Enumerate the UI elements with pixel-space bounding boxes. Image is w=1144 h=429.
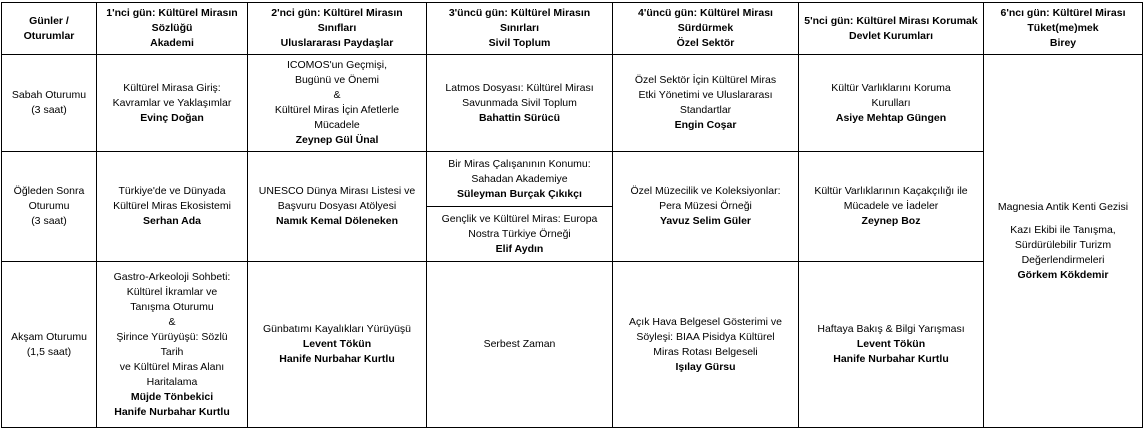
schedule-table	[1, 2, 1143, 428]
morning-day-2-cell: ICOMOS'un Geçmişi, Bugünü ve Önemi & Kültürel Miras İçin Afetlerle Mücadele Zeynep Gül Ünal	[248, 55, 427, 152]
day-2-header: 2'nci gün: Kültürel Mirasın Sınıfları Uluslararası Paydaşlar	[248, 3, 427, 55]
evening-day-4-cell: Açık Hava Belgesel Gösterimi ve Söyleşi: BIAA Pisidya Kültürel Miras Rotası Belgeseli Işılay Gürsu	[613, 262, 799, 428]
speaker-name: Engin Coşar	[674, 119, 737, 131]
speaker-name: Bahattin Sürücü	[478, 111, 561, 124]
afternoon-session-label: Öğleden Sonra Oturumu (3 saat)	[2, 152, 97, 262]
morning-day-1-cell: Kültürel Mirasa Giriş: Kavramlar ve Yaklaşımlar Evinç Doğan	[97, 55, 248, 152]
afternoon-day-5-cell: Kültür Varlıklarının Kaçakçılığı ile Mücadele ve İadeler Zeynep Boz	[799, 152, 984, 262]
day-3-header: 3'üncü gün: Kültürel Mirasın Sınırları Sivil Toplum	[427, 3, 613, 55]
day-4-header: 4'üncü gün: Kültürel Mirası Sürdürmek Özel Sektör	[613, 3, 799, 55]
corner-header: Günler / Oturumlar	[2, 3, 97, 55]
evening-day-2-cell: Günbatımı Kayalıkları Yürüyüşü Levent Tökün Hanife Nurbahar Kurtlu	[248, 262, 427, 428]
afternoon-day-4-cell: Özel Müzecilik ve Koleksiyonlar: Pera Müzesi Örneği Yavuz Selim Güler	[613, 152, 799, 262]
afternoon-day-3b-cell: Gençlik ve Kültürel Miras: Europa Nostra Türkiye Örneği Elif Aydın	[427, 207, 613, 262]
day-6-cell: Magnesia Antik Kenti Gezisi Kazı Ekibi ile Tanışma, Sürdürülebilir Turizm Değerlendirmeleri Görkem Kökdemir	[984, 55, 1143, 428]
morning-row	[2, 55, 1143, 152]
afternoon-day-2-cell: UNESCO Dünya Mirası Listesi ve Başvuru Dosyası Atölyesi Namık Kemal Döleneken	[248, 152, 427, 262]
speaker-name: Serhan Ada	[143, 215, 201, 227]
speaker-name: Hanife Nurbahar Kurtlu	[833, 353, 949, 365]
speaker-name: Görkem Kökdemir	[1017, 268, 1109, 281]
day-5-header: 5'nci gün: Kültürel Mirası Korumak Devlet Kurumları	[799, 3, 984, 55]
evening-row	[2, 262, 1143, 428]
afternoon-row	[2, 152, 1143, 207]
speaker-name: Levent Tökün	[856, 338, 926, 350]
evening-day-5-cell: Haftaya Bakış & Bilgi Yarışması Levent Tökün Hanife Nurbahar Kurtlu	[799, 262, 984, 428]
speaker-name: Elif Aydın	[495, 242, 544, 255]
speaker-name: Evinç Doğan	[140, 111, 204, 124]
morning-day-5-cell: Kültür Varlıklarını Koruma Kurulları Asiye Mehtap Güngen	[799, 55, 984, 152]
speaker-name: Hanife Nurbahar Kurtlu	[114, 405, 230, 418]
morning-day-4-cell: Özel Sektör İçin Kültürel Miras Etki Yönetimi ve Uluslararası Standartlar Engin Coşar	[613, 55, 799, 152]
evening-day-1-cell: Gastro-Arkeoloji Sohbeti: Kültürel İkramlar ve Tanışma Oturumu & Şirince Yürüyüşü: Sözlü Tarih ve Kültürel Miras Alanı Haritalama Müjde Tönbekici Hanife Nurbahar Kurtlu	[97, 262, 248, 428]
speaker-name: Zeynep Gül Ünal	[295, 134, 379, 146]
speaker-name: Zeynep Boz	[861, 215, 921, 227]
afternoon-day-3a-cell: Bir Miras Çalışanının Konumu: Sahadan Akademiye Süleyman Burçak Çıkıkçı	[427, 152, 613, 207]
afternoon-day-1-cell: Türkiye'de ve Dünyada Kültürel Miras Ekosistemi Serhan Ada	[97, 152, 248, 262]
day-6-header: 6'ncı gün: Kültürel Mirası Tüket(me)mek Birey	[984, 3, 1143, 55]
speaker-name: Işılay Gürsu	[675, 360, 736, 373]
speaker-name: Namık Kemal Döleneken	[276, 215, 398, 227]
morning-session-label: Sabah Oturumu (3 saat)	[2, 55, 97, 152]
speaker-name: Müjde Tönbekici	[130, 390, 214, 403]
speaker-name: Hanife Nurbahar Kurtlu	[279, 353, 395, 365]
evening-day-3-cell: Serbest Zaman	[427, 262, 613, 428]
speaker-name: Süleyman Burçak Çıkıkçı	[457, 187, 582, 200]
speaker-name: Asiye Mehtap Güngen	[835, 111, 947, 124]
day-6-title: Magnesia Antik Kenti Gezisi	[997, 200, 1129, 213]
header-row	[2, 3, 1143, 55]
speaker-name: Yavuz Selim Güler	[659, 215, 752, 227]
morning-day-3-cell: Latmos Dosyası: Kültürel Mirası Savunmada Sivil Toplum Bahattin Sürücü	[427, 55, 613, 152]
evening-session-label: Akşam Oturumu (1,5 saat)	[2, 262, 97, 428]
speaker-name: Levent Tökün	[302, 338, 372, 350]
day-1-header: 1'nci gün: Kültürel Mirasın Sözlüğü Akademi	[97, 3, 248, 55]
